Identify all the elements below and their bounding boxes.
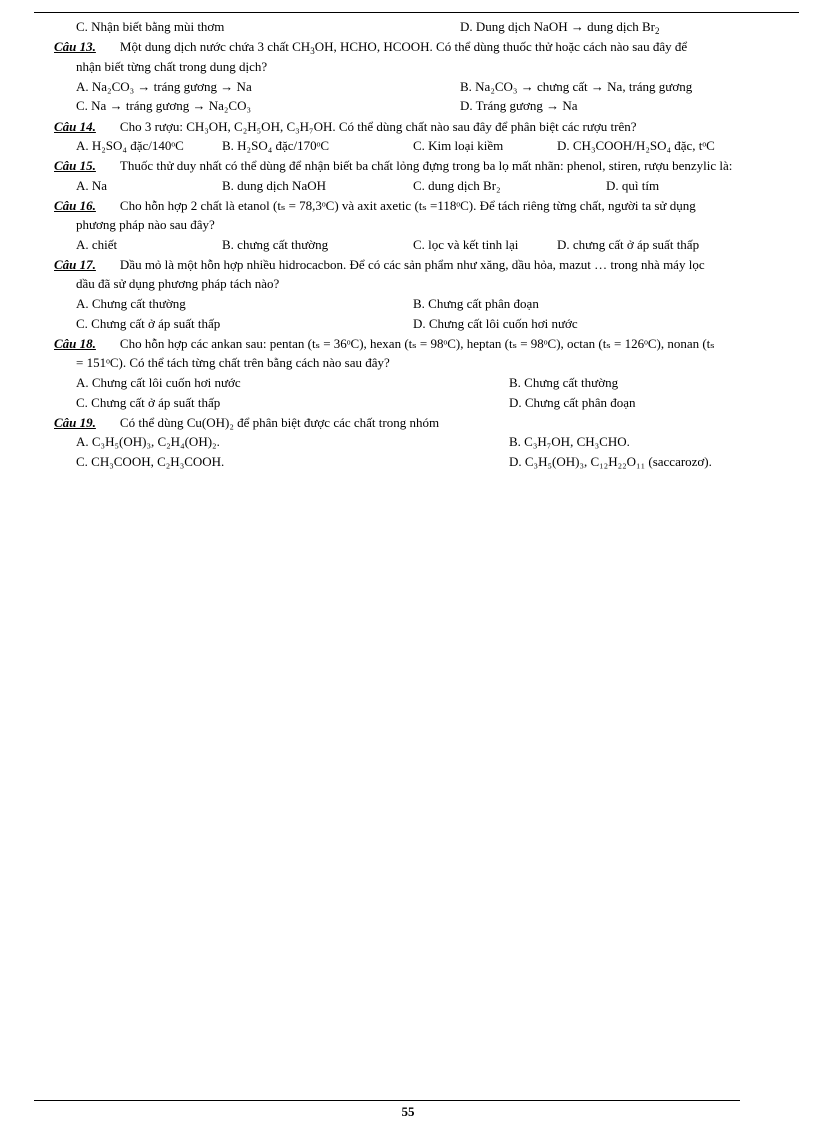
header-rule <box>34 12 799 13</box>
q15-option-a: A. Na <box>76 178 108 193</box>
page-number: 55 <box>401 1104 415 1119</box>
question-18-text-2: = 151ᵒC). Có thể tách từng chất trên bằng cách nào sau đây? <box>76 355 390 370</box>
question-18-label: Câu 18. <box>54 336 96 351</box>
q19-option-d: D. C₃H₅(OH)₃, C₁₂H₂₂O₁₁ (saccarozơ). <box>509 454 712 469</box>
q14-option-b: B. H₂SO₄ đặc/170ᵒC <box>222 138 330 153</box>
q14-option-a: A. H₂SO₄ đặc/140ᵒC <box>76 138 184 153</box>
question-19: Câu 19. Có thể dùng Cu(OH)₂ để phân biệt được các chất trong nhóm <box>54 415 440 430</box>
question-17-label: Câu 17. <box>54 257 96 272</box>
q16-option-a: A. chiết <box>76 237 118 252</box>
question-19-label: Câu 19. <box>54 415 96 430</box>
q17-option-c: C. Chưng cất ở áp suất thấp <box>76 316 221 331</box>
question-16-text-2: phương pháp nào sau đây? <box>76 217 215 232</box>
q17-option-b: B. Chưng cất phân đoạn <box>413 296 539 311</box>
q14-option-c: C. Kim loại kiềm <box>413 138 504 153</box>
question-14-label: Câu 14. <box>54 119 96 134</box>
option-c-prev: C. Nhận biết bằng mùi thơm <box>76 19 225 34</box>
q17-option-a: A. Chưng cất thường <box>76 296 186 311</box>
footer-rule <box>34 1100 740 1101</box>
question-18: Câu 18. Cho hỗn hợp các ankan sau: pentan (tₛ = 36ᵒC), hexan (tₛ = 98ᵒC), heptan (tₛ = 98ᵒC), octan (tₛ = 126ᵒC), nonan (tₛ <box>54 336 715 351</box>
q16-option-d: D. chưng cất ở áp suất thấp <box>557 237 700 252</box>
question-14: Câu 14. Cho 3 rượu: CH₃OH, C₂H₅OH, C₃H₇OH. Có thể dùng chất nào sau đây để phân biệt các rượu trên? <box>54 119 637 134</box>
q19-option-c: C. CH₃COOH, C₂H₃COOH. <box>76 454 225 469</box>
q15-option-c: C. dung dịch Br₂ <box>413 178 501 193</box>
q19-option-a: A. C₃H₅(OH)₃, C₂H₄(OH)₂. <box>76 434 220 449</box>
q16-option-c: C. lọc và kết tinh lại <box>413 237 519 252</box>
question-16: Câu 16. Cho hỗn hợp 2 chất là etanol (tₛ = 78,3ᵒC) và axit axetic (tₛ =118ᵒC). Để tách riêng từng chất, người ta sử dụng <box>54 198 696 213</box>
question-16-label: Câu 16. <box>54 198 96 213</box>
q18-option-b: B. Chưng cất thường <box>509 375 619 390</box>
q13-option-c: C. Na → tráng gương → Na₂CO₃ <box>76 98 251 113</box>
q13-option-b: B. Na₂CO₃ → chưng cất → Na, tráng gương <box>460 79 693 94</box>
question-17: Câu 17. Dầu mỏ là một hỗn hợp nhiều hidrocacbon. Để có các sản phẩm như xăng, dầu hỏa, mazut … trong nhà máy lọc <box>54 257 705 272</box>
q16-option-b: B. chưng cất thường <box>222 237 329 252</box>
option-d-prev: D. Dung dịch NaOH → dung dịch $Br_2$ <box>460 19 660 36</box>
q15-option-b: B. dung dịch NaOH <box>222 178 326 193</box>
q15-option-d: D. quì tím <box>606 178 660 193</box>
q18-option-c: C. Chưng cất ở áp suất thấp <box>76 395 221 410</box>
q13-option-d: D. Tráng gương → Na <box>460 98 578 113</box>
question-15: Câu 15. Thuốc thử duy nhất có thể dùng để nhận biết ba chất lỏng đựng trong ba lọ mất nhãn: phenol, stiren, rượu benzylic là: <box>54 158 733 173</box>
question-15-label: Câu 15. <box>54 158 96 173</box>
q17-option-d: D. Chưng cất lôi cuốn hơi nước <box>413 316 578 331</box>
q18-option-d: D. Chưng cất phân đoạn <box>509 395 636 410</box>
question-13-label: Câu 13. <box>54 39 96 54</box>
question-17-text-2: dầu đã sử dụng phương pháp tách nào? <box>76 276 280 291</box>
q14-option-d: D. CH₃COOH/H₂SO₄ đặc, tᵒC <box>557 138 715 153</box>
q19-option-b: B. C₃H₇OH, CH₃CHO. <box>509 434 630 449</box>
question-13-text-2: nhận biết từng chất trong dung dịch? <box>76 59 268 74</box>
q13-option-a: A. Na₂CO₃ → tráng gương → Na <box>76 79 252 94</box>
question-13: Câu 13. Một dung dịch nước chứa 3 chất $CH_3OH$, HCHO, HCOOH. Có thể dùng thuốc thử hoặc cách nào sau đây để <box>54 39 688 56</box>
q18-option-a: A. Chưng cất lôi cuốn hơi nước <box>76 375 241 390</box>
